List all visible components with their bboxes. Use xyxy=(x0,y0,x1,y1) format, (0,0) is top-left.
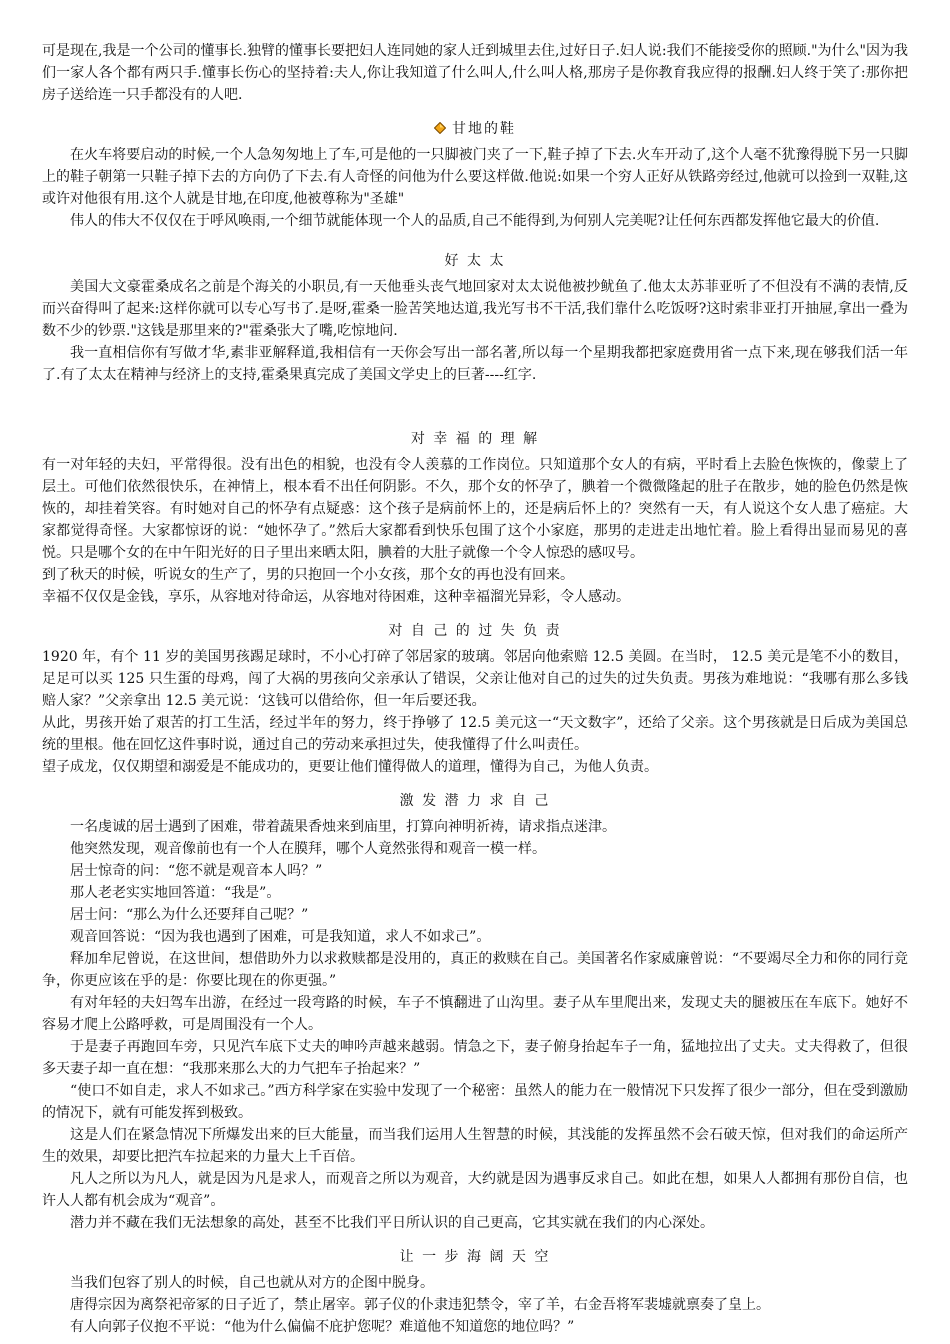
paragraph: 有一对年轻的夫妇，平常得很。没有出色的相貌，也没有令人羡慕的工作岗位。只知道那个女人的有病，平时看上去脸色恢恢的，像蒙上了层土。可他们依然很快乐，在神情上，根本看不出任何阴影。不久，那个女的怀孕了，腆着一个微微隆起的肚子在散步，她的脸色仍然是恢恢的，却挂着笑容。有时她对自己的怀孕有点疑惑：这个孩子是病前怀上的，还是病后怀上的？突然有一天，有人说这个女人患了癌症。大家都觉得奇怪。大家都惊讶的说：“她怀孕了。”然后大家都看到快乐包围了这个小家庭，那男的走进走出地忙着。脸上看得出显而易见的喜悦。只是哪个女的在中午阳光好的日子里出来晒太阳，腆着的大肚子就像一个令人惊恐的感叹号。 xyxy=(42,457,908,561)
section-title: 让 一 步 海 阔 天 空 xyxy=(399,1249,551,1265)
paragraph: 这是人们在紧急情况下所爆发出来的巨大能量，而当我们运用人生智慧的时候，其浅能的发挥虽然不会石破天惊，但对我们的命运所产生的效果，却要比把汽车拉起来的力量大上千百倍。 xyxy=(42,1127,908,1165)
paragraph: 居士问：“那么为什么还要拜自己呢？” xyxy=(70,907,309,923)
paragraph: 一名虔诚的居士遇到了困难，带着蔬果香烛来到庙里，打算向神明祈祷，请求指点迷津。 xyxy=(70,819,616,835)
paragraph: 居士惊奇的问：“您不就是观音本人吗？” xyxy=(70,863,323,879)
paragraph: 于是妻子再跑回车旁，只见汽车底下丈夫的呻吟声越来越弱。情急之下，妻子俯身抬起车子一角，猛地拉出了丈夫。丈夫得救了，但很多天妻子却一直在想：“我那来那么大的力气把车子抬起来？” xyxy=(42,1039,908,1077)
paragraph: 美国大文豪霍桑成名之前是个海关的小职员,有一天他垂头丧气地回家对太太说他被抄鱿鱼了.他太太苏菲亚听了不但没有不满的表情,反而兴奋得叫了起来:这样你就可以专心写书了.是呀,霍桑一脸苦笑地达道,我光写书不干活,我们靠什么吃饭呀?这时索非亚打开抽屉,拿出一叠为数不少的钞票."这钱是那里来的?"霍桑张大了嘴,吃惊地问. xyxy=(42,279,908,339)
paragraph: 有人向郭子仪抱不平说：“他为什么偏偏不庇护您呢？难道他不知道您的地位吗？” xyxy=(70,1319,575,1335)
paragraph: 潜力并不藏在我们无法想象的高处，甚至不比我们平日所认识的自己更高，它其实就在我们的内心深处。 xyxy=(70,1215,714,1231)
paragraph: 从此，男孩开始了艰苦的打工生活，经过半年的努力，终于挣够了 12.5 美元这一“天文数字”，还给了父亲。这个男孩就是日后成为美国总统的里根。他在回忆这件事时说，通过自己的劳动来承担过失，使我懂得了什么叫责任。 xyxy=(42,715,908,753)
paragraph: “使口不如自走，求人不如求己。”西方科学家在实验中发现了一个秘密：虽然人的能力在一般情况下只发挥了很少一部分，但在受到激励的情况下，就有可能发挥到极致。 xyxy=(42,1083,908,1121)
paragraph: 当我们包容了别人的时候，自己也就从对方的企图中脱身。 xyxy=(70,1275,434,1291)
paragraph: 我一直相信你有写做才华,素非亚解释道,我相信有一天你会写出一部名著,所以每一个星期我都把家庭费用省一点下来,现在够我们活一年了.有了太太在精神与经济上的支持,霍桑果真完成了美国文学史上的巨著----红字. xyxy=(42,345,908,383)
paragraph: 唐得宗因为离祭祀帝冢的日子近了，禁止屠宰。郭子仪的仆隶违犯禁令，宰了羊，右金吾将军裴墟就禀奏了皇上。 xyxy=(70,1297,770,1313)
paragraph: 那人老老实实地回答道：“我是”。 xyxy=(70,885,281,901)
section-title: 好 太 太 xyxy=(444,253,506,269)
paragraph: 释加牟尼曾说，在这世间，想借助外力以求救赎都是没用的，真正的救赎在自己。美国著名作家威廉曾说：“不要竭尽全力和你的同行竞争，你更应该在乎的是：你要比现在的你更强。” xyxy=(42,951,908,989)
section-step-back xyxy=(42,1246,908,1338)
section-title: 对 自 己 的 过 失 负 责 xyxy=(388,623,562,639)
section-title: 激 发 潜 力 求 自 己 xyxy=(399,793,551,809)
paragraph: 凡人之所以为凡人，就是因为凡是求人，而观音之所以为观音，大约就是因为遇事反求自己。如此在想，如果人人都拥有那份自信，也许人人都有机会成为“观音”。 xyxy=(42,1171,908,1209)
paragraph: 幸福不仅仅是金钱，享乐，从容地对待命运，从容地对待困难，这种幸福溜光异彩，令人感动。 xyxy=(42,589,630,605)
paragraph: 到了秋天的时候，听说女的生产了，男的只抱回一个小女孩，那个女的再也没有回来。 xyxy=(42,567,574,583)
paragraph: 伟人的伟大不仅仅在于呼风唤雨,一个细节就能体现一个人的品质,自己不能得到,为何别人完美呢?让任何东西都发挥他它最大的价值. xyxy=(70,213,880,229)
paragraph: 观音回答说：“因为我也遇到了困难，可是我知道，求人不如求己”。 xyxy=(70,929,491,945)
paragraph: 1920 年，有个 11 岁的美国男孩踢足球时，不小心打碎了邻居家的玻璃。邻居向他索赔 12.5 美圆。在当时， 12.5 美元是笔不小的数目，足足可以买 125 只生蛋的母鸡，闯了大祸的男孩向父亲承认了错误，父亲让他对自己的过失的过失负责。男孩为难地说：“我哪有那么多钱赔人家？”父亲拿出 12.5 美元说：‘这钱可以借给你，但一年后要还我。 xyxy=(42,649,908,709)
paragraph: 望子成龙，仅仅期望和溺爱是不能成功的，更要让他们懂得做人的道理，懂得为自己，为他人负责。 xyxy=(42,759,658,775)
paragraph: 他突然发现，观音像前也有一个人在膜拜，哪个人竟然张得和观音一模一样。 xyxy=(70,841,546,857)
diamond-icon xyxy=(434,122,446,134)
section-happiness xyxy=(42,428,908,608)
section-title-text: 甘地的鞋 xyxy=(452,121,516,137)
section-potential xyxy=(42,790,908,1234)
section-intro xyxy=(42,40,908,106)
section-title xyxy=(42,118,908,140)
paragraph: 在火车将要启动的时候,一个人急匆匆地上了车,可是他的一只脚被门夹了一下,鞋子掉了下去.火车开动了,这个人毫不犹豫得脱下另一只脚上的鞋子朝第一只鞋子掉下去的方向仍了下去.有人奇怪的问他为什么要这样做.他说:如果一个穷人正好从铁路旁经过,他就可以捡到一双鞋,这或许对他很有用.这个人就是甘地,在印度,他被尊称为"圣雄" xyxy=(42,147,908,207)
paragraph: 可是现在,我是一个公司的懂事长.独臂的懂事长要把妇人连同她的家人迁到城里去住,过好日子.妇人说:我们不能接受你的照顾."为什么"因为我们一家人各个都有两只手.懂事长伤心的坚持着:夫人,你让我知道了什么叫人,什么叫人格,那房子是你教育我应得的报酬.妇人终于笑了:那你把房子送给连一只手都没有的人吧. xyxy=(42,43,908,103)
section-gandhi-shoes xyxy=(42,118,908,232)
section-good-wife xyxy=(42,250,908,386)
section-responsibility xyxy=(42,620,908,778)
paragraph: 有对年轻的夫妇驾车出游，在经过一段弯路的时候，车子不慎翻进了山沟里。妻子从车里爬出来，发现丈夫的腿被压在车底下。她好不容易才爬上公路呼救，可是周围没有一个人。 xyxy=(42,995,908,1033)
section-title: 对 幸 福 的 理 解 xyxy=(410,431,540,447)
